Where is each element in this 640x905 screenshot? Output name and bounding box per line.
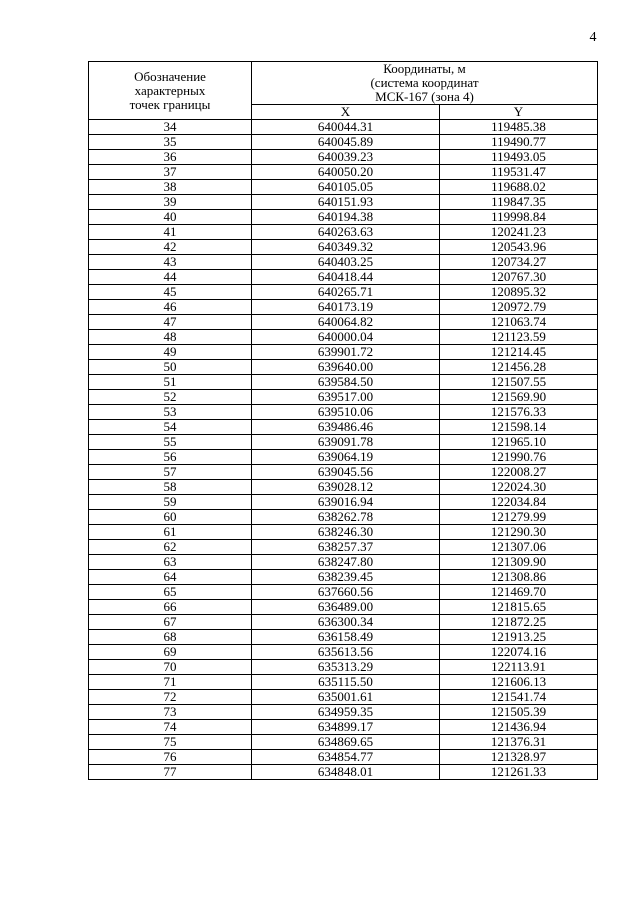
x-column-header: X: [252, 105, 440, 120]
page-number: 4: [589, 30, 597, 45]
table-row: [89, 420, 598, 435]
point-number-cell: 62: [89, 540, 252, 555]
point-number-cell: 50: [89, 360, 252, 375]
point-number-cell: 36: [89, 150, 252, 165]
point-number-cell: 58: [89, 480, 252, 495]
point-number-cell: 37: [89, 165, 252, 180]
y-coordinate-cell: 120241.23: [440, 225, 598, 240]
x-coordinate-cell: 640349.32: [252, 240, 440, 255]
table-row: [89, 465, 598, 480]
y-coordinate-cell: 121913.25: [440, 630, 598, 645]
x-coordinate-cell: 640265.71: [252, 285, 440, 300]
point-number-cell: 57: [89, 465, 252, 480]
x-coordinate-cell: 640194.38: [252, 210, 440, 225]
x-coordinate-cell: 640263.63: [252, 225, 440, 240]
x-coordinate-cell: 635001.61: [252, 690, 440, 705]
point-number-cell: 51: [89, 375, 252, 390]
x-coordinate-cell: 635613.56: [252, 645, 440, 660]
x-coordinate-cell: 638257.37: [252, 540, 440, 555]
point-number-cell: 73: [89, 705, 252, 720]
y-coordinate-cell: 120734.27: [440, 255, 598, 270]
x-coordinate-cell: 640151.93: [252, 195, 440, 210]
x-coordinate-cell: 634959.35: [252, 705, 440, 720]
y-coordinate-cell: 120543.96: [440, 240, 598, 255]
table-row: [89, 315, 598, 330]
x-coordinate-cell: 639064.19: [252, 450, 440, 465]
table-row: [89, 150, 598, 165]
table-row: [89, 765, 598, 780]
point-number-cell: 55: [89, 435, 252, 450]
x-coordinate-cell: 639028.12: [252, 480, 440, 495]
point-number-cell: 61: [89, 525, 252, 540]
y-coordinate-cell: 120767.30: [440, 270, 598, 285]
y-coordinate-cell: 121123.59: [440, 330, 598, 345]
table-row: [89, 735, 598, 750]
y-coordinate-cell: 121541.74: [440, 690, 598, 705]
y-coordinate-cell: 121307.06: [440, 540, 598, 555]
x-coordinate-cell: 640000.04: [252, 330, 440, 345]
table-row: [89, 555, 598, 570]
coordinates-label-line: (система координат: [370, 75, 479, 90]
y-coordinate-cell: 121872.25: [440, 615, 598, 630]
table-row: [89, 135, 598, 150]
coordinates-table: [88, 61, 598, 780]
x-coordinate-cell: 638239.45: [252, 570, 440, 585]
table-row: [89, 390, 598, 405]
x-coordinate-cell: 639584.50: [252, 375, 440, 390]
point-label-header: [89, 62, 252, 120]
y-coordinate-cell: 120895.32: [440, 285, 598, 300]
table-row: [89, 240, 598, 255]
point-number-cell: 70: [89, 660, 252, 675]
y-coordinate-cell: 121063.74: [440, 315, 598, 330]
coordinates-label-line: МСК-167 (зона 4): [375, 89, 474, 104]
y-coordinate-cell: 121308.86: [440, 570, 598, 585]
table-row: [89, 165, 598, 180]
point-number-cell: 64: [89, 570, 252, 585]
coordinates-header: [252, 62, 598, 105]
table-row: [89, 705, 598, 720]
table-row: [89, 660, 598, 675]
table-row: [89, 270, 598, 285]
table-row: [89, 720, 598, 735]
point-number-cell: 52: [89, 390, 252, 405]
point-number-cell: 39: [89, 195, 252, 210]
x-coordinate-cell: 640045.89: [252, 135, 440, 150]
point-number-cell: 63: [89, 555, 252, 570]
table-row: [89, 255, 598, 270]
y-coordinate-cell: 121505.39: [440, 705, 598, 720]
point-label-line: Обозначение: [134, 68, 206, 84]
table-row: [89, 195, 598, 210]
point-number-cell: 49: [89, 345, 252, 360]
point-number-cell: 60: [89, 510, 252, 525]
x-coordinate-cell: 639091.78: [252, 435, 440, 450]
x-coordinate-cell: 634899.17: [252, 720, 440, 735]
table-row: [89, 210, 598, 225]
point-number-cell: 65: [89, 585, 252, 600]
y-coordinate-cell: 119493.05: [440, 150, 598, 165]
y-coordinate-cell: 121279.99: [440, 510, 598, 525]
point-number-cell: 77: [89, 765, 252, 780]
x-coordinate-cell: 636158.49: [252, 630, 440, 645]
x-coordinate-cell: 636489.00: [252, 600, 440, 615]
y-coordinate-cell: 121507.55: [440, 375, 598, 390]
y-coordinate-cell: 121309.90: [440, 555, 598, 570]
x-coordinate-cell: 640050.20: [252, 165, 440, 180]
point-number-cell: 44: [89, 270, 252, 285]
table-body: [89, 120, 598, 780]
point-number-cell: 56: [89, 450, 252, 465]
point-number-cell: 46: [89, 300, 252, 315]
table-row: [89, 525, 598, 540]
x-coordinate-cell: 635115.50: [252, 675, 440, 690]
point-number-cell: 72: [89, 690, 252, 705]
point-label-line: характерных: [134, 82, 206, 98]
table-row: [89, 480, 598, 495]
x-coordinate-cell: 640403.25: [252, 255, 440, 270]
point-number-cell: 43: [89, 255, 252, 270]
y-coordinate-cell: 121290.30: [440, 525, 598, 540]
point-number-cell: 41: [89, 225, 252, 240]
table-row: [89, 180, 598, 195]
y-coordinate-cell: 121376.31: [440, 735, 598, 750]
x-coordinate-cell: 639517.00: [252, 390, 440, 405]
x-coordinate-cell: 638262.78: [252, 510, 440, 525]
table-row: [89, 600, 598, 615]
y-coordinate-cell: 119531.47: [440, 165, 598, 180]
y-coordinate-cell: 119490.77: [440, 135, 598, 150]
point-number-cell: 54: [89, 420, 252, 435]
table-row: [89, 405, 598, 420]
y-coordinate-cell: 121261.33: [440, 765, 598, 780]
point-number-cell: 35: [89, 135, 252, 150]
y-coordinate-cell: 122113.91: [440, 660, 598, 675]
point-number-cell: 47: [89, 315, 252, 330]
y-coordinate-cell: 121815.65: [440, 600, 598, 615]
point-number-cell: 34: [89, 120, 252, 135]
table-row: [89, 285, 598, 300]
table-row: [89, 750, 598, 765]
y-coordinate-cell: 121576.33: [440, 405, 598, 420]
point-number-cell: 76: [89, 750, 252, 765]
y-coordinate-cell: 122074.16: [440, 645, 598, 660]
table-header: [89, 62, 598, 120]
point-number-cell: 48: [89, 330, 252, 345]
x-coordinate-cell: 639901.72: [252, 345, 440, 360]
y-coordinate-cell: 122024.30: [440, 480, 598, 495]
table-row: [89, 615, 598, 630]
x-coordinate-cell: 639045.56: [252, 465, 440, 480]
point-number-cell: 53: [89, 405, 252, 420]
y-coordinate-cell: 121569.90: [440, 390, 598, 405]
y-coordinate-cell: 120972.79: [440, 300, 598, 315]
x-coordinate-cell: 640418.44: [252, 270, 440, 285]
table-row: [89, 120, 598, 135]
point-number-cell: 69: [89, 645, 252, 660]
point-number-cell: 74: [89, 720, 252, 735]
table-row: [89, 510, 598, 525]
x-coordinate-cell: 638246.30: [252, 525, 440, 540]
y-coordinate-cell: 121456.28: [440, 360, 598, 375]
y-coordinate-cell: 121965.10: [440, 435, 598, 450]
x-coordinate-cell: 637660.56: [252, 585, 440, 600]
table-row: [89, 570, 598, 585]
x-coordinate-cell: 634869.65: [252, 735, 440, 750]
x-coordinate-cell: 640064.82: [252, 315, 440, 330]
table-row: [89, 330, 598, 345]
x-coordinate-cell: 634854.77: [252, 750, 440, 765]
table-row: [89, 450, 598, 465]
y-coordinate-cell: 121328.97: [440, 750, 598, 765]
table-row: [89, 375, 598, 390]
point-number-cell: 67: [89, 615, 252, 630]
y-coordinate-cell: 119688.02: [440, 180, 598, 195]
x-coordinate-cell: 635313.29: [252, 660, 440, 675]
x-coordinate-cell: 640173.19: [252, 300, 440, 315]
point-number-cell: 40: [89, 210, 252, 225]
y-coordinate-cell: 121990.76: [440, 450, 598, 465]
table-row: [89, 495, 598, 510]
point-number-cell: 59: [89, 495, 252, 510]
y-coordinate-cell: 121469.70: [440, 585, 598, 600]
y-coordinate-cell: 122034.84: [440, 495, 598, 510]
table-row: [89, 300, 598, 315]
point-number-cell: 45: [89, 285, 252, 300]
table-row: [89, 360, 598, 375]
point-number-cell: 68: [89, 630, 252, 645]
table-row: [89, 585, 598, 600]
y-coordinate-cell: 119847.35: [440, 195, 598, 210]
coordinates-label-line: Координаты, м: [383, 61, 466, 76]
table-row: [89, 435, 598, 450]
point-number-cell: 42: [89, 240, 252, 255]
x-coordinate-cell: 636300.34: [252, 615, 440, 630]
table-row: [89, 645, 598, 660]
x-coordinate-cell: 639486.46: [252, 420, 440, 435]
y-coordinate-cell: 121436.94: [440, 720, 598, 735]
x-coordinate-cell: 640039.23: [252, 150, 440, 165]
table-row: [89, 690, 598, 705]
y-coordinate-cell: 119485.38: [440, 120, 598, 135]
x-coordinate-cell: 639640.00: [252, 360, 440, 375]
table-row: [89, 345, 598, 360]
point-number-cell: 66: [89, 600, 252, 615]
x-coordinate-cell: 639016.94: [252, 495, 440, 510]
x-coordinate-cell: 638247.80: [252, 555, 440, 570]
point-label-line: точек границы: [129, 96, 211, 112]
x-coordinate-cell: 639510.06: [252, 405, 440, 420]
table-row: [89, 540, 598, 555]
point-number-cell: 75: [89, 735, 252, 750]
y-column-header: Y: [440, 105, 598, 120]
y-coordinate-cell: 121214.45: [440, 345, 598, 360]
y-coordinate-cell: 121606.13: [440, 675, 598, 690]
y-coordinate-cell: 122008.27: [440, 465, 598, 480]
x-coordinate-cell: 634848.01: [252, 765, 440, 780]
table-row: [89, 225, 598, 240]
point-number-cell: 38: [89, 180, 252, 195]
y-coordinate-cell: 121598.14: [440, 420, 598, 435]
y-coordinate-cell: 119998.84: [440, 210, 598, 225]
table-row: [89, 675, 598, 690]
x-coordinate-cell: 640044.31: [252, 120, 440, 135]
x-coordinate-cell: 640105.05: [252, 180, 440, 195]
point-number-cell: 71: [89, 675, 252, 690]
table-row: [89, 630, 598, 645]
